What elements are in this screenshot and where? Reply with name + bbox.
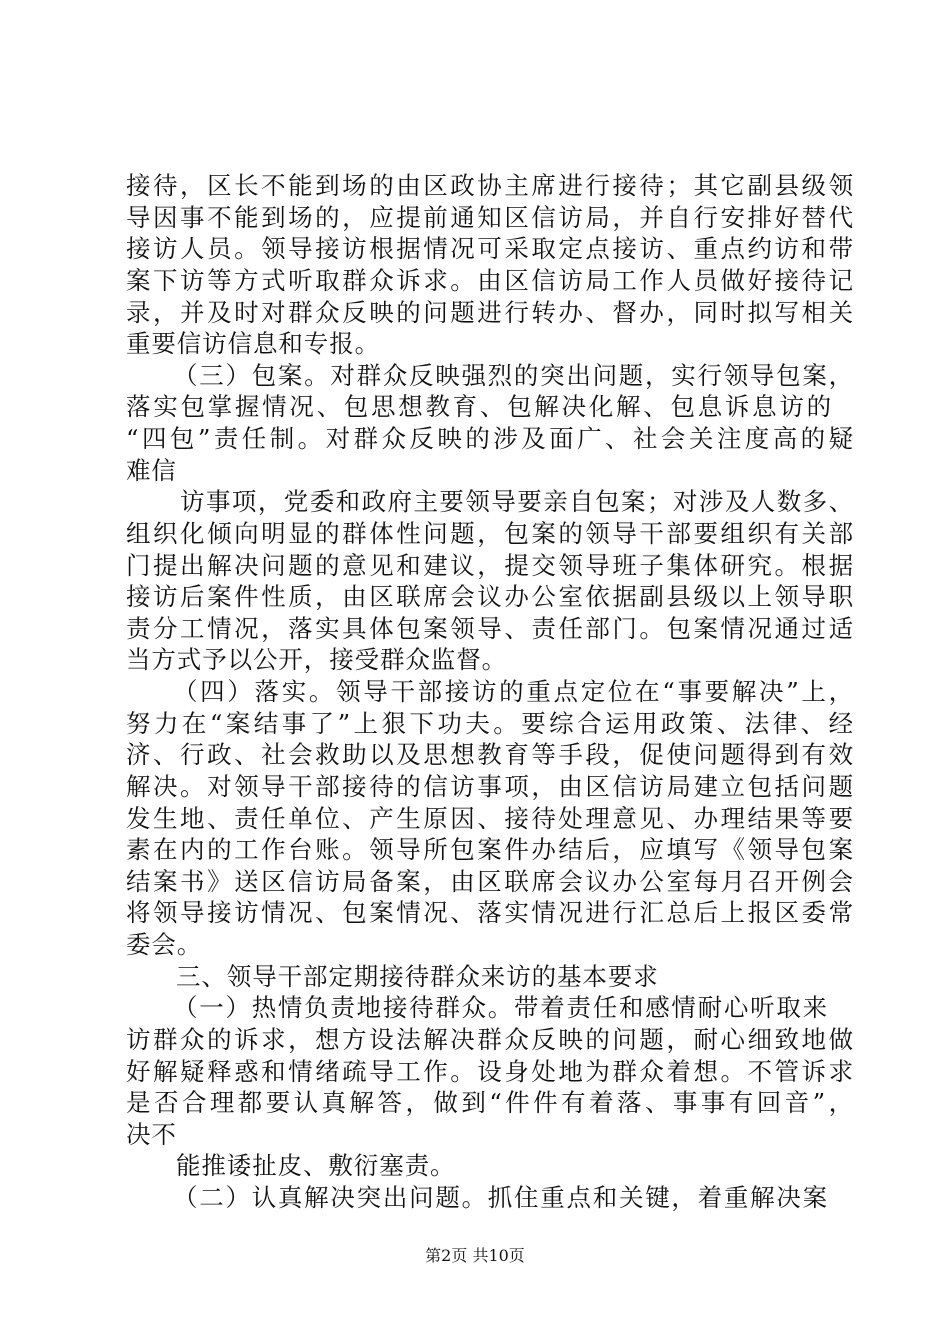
paragraph-start: （一）热情负责地接待群众。带着责任和感情耐心听取来	[173, 993, 828, 1023]
text-line: 组织化倾向明显的群体性问题，包案的领导干部要组织有关部	[126, 518, 854, 548]
text-line: 好解疑释惑和情绪疏导工作。设身处地为群众着想。不管诉求	[126, 1056, 854, 1086]
text-line: 难信	[126, 455, 177, 485]
text-line: 接访后案件性质，由区联席会议办公室依据副县级以上领导职	[126, 582, 854, 612]
text-line: 落实包掌握情况、包思想教育、包解决化解、包息诉息访的	[126, 392, 832, 422]
text-line: 导因事不能到场的，应提前通知区信访局，并自行安排好替代	[126, 202, 854, 232]
text-line: 接访人员。领导接访根据情况可采取定点接访、重点约访和带	[126, 234, 854, 264]
text-line: 委会。	[126, 930, 203, 959]
paragraph-start: 访事项，党委和政府主要领导要亲自包案；对涉及人数多、	[180, 487, 854, 517]
text-line: 努力在“案结事了”上狠下功夫。要综合运用政策、法律、经	[126, 708, 854, 738]
text-line: 门提出解决问题的意见和建议，提交领导班子集体研究。根据	[126, 550, 854, 580]
page-footer: 第2页 共10页	[425, 1246, 525, 1265]
text-line: 重要信访信息和专报。	[126, 329, 380, 359]
text-line: 是否合理都要认真解答，做到“件件有着落、事事有回音”，	[126, 1088, 854, 1118]
text-line: 决不	[126, 1119, 177, 1149]
text-line: 结案书》送区信访局备案，由区联席会议办公室每月召开例会	[126, 866, 854, 896]
text-line: 发生地、责任单位、产生原因、接待处理意见、办理结果等要	[126, 803, 854, 833]
section-heading: 三、领导干部定期接待群众来访的基本要求	[176, 961, 659, 991]
text-line: 解决。对领导干部接待的信访事项，由区信访局建立包括问题	[126, 771, 854, 801]
text-line: 访群众的诉求，想方设法解决群众反映的问题，耐心细致地做	[126, 1024, 854, 1054]
text-line: 责分工情况，落实具体包案领导、责任部门。包案情况通过适	[126, 613, 854, 643]
text-line: “四包”责任制。对群众反映的涉及面广、社会关注度高的疑	[126, 424, 854, 453]
paragraph-start: （二）认真解决突出问题。抓住重点和关键，着重解决案	[173, 1183, 828, 1212]
paragraph-start: 能推诿扯皮、敷衍塞责。	[176, 1151, 456, 1181]
text-line: 当方式予以公开，接受群众监督。	[126, 645, 507, 675]
text-line: 济、行政、社会救助以及思想教育等手段，促使问题得到有效	[126, 740, 854, 770]
paragraph-start: （四）落实。领导干部接访的重点定位在“事要解决”上，	[173, 677, 854, 706]
text-line: 将领导接访情况、包案情况、落实情况进行汇总后上报区委常	[126, 898, 854, 928]
text-line: 接待，区长不能到场的由区政协主席进行接待；其它副县级领	[126, 171, 854, 200]
text-line: 素在内的工作台账。领导所包案件办结后，应填写《领导包案	[126, 835, 854, 865]
paragraph-start: （三）包案。对群众反映强烈的突出问题，实行领导包案，	[173, 360, 854, 390]
text-line: 录，并及时对群众反映的问题进行转办、督办，同时拟写相关	[126, 297, 854, 327]
text-line: 案下访等方式听取群众诉求。由区信访局工作人员做好接待记	[126, 265, 854, 295]
